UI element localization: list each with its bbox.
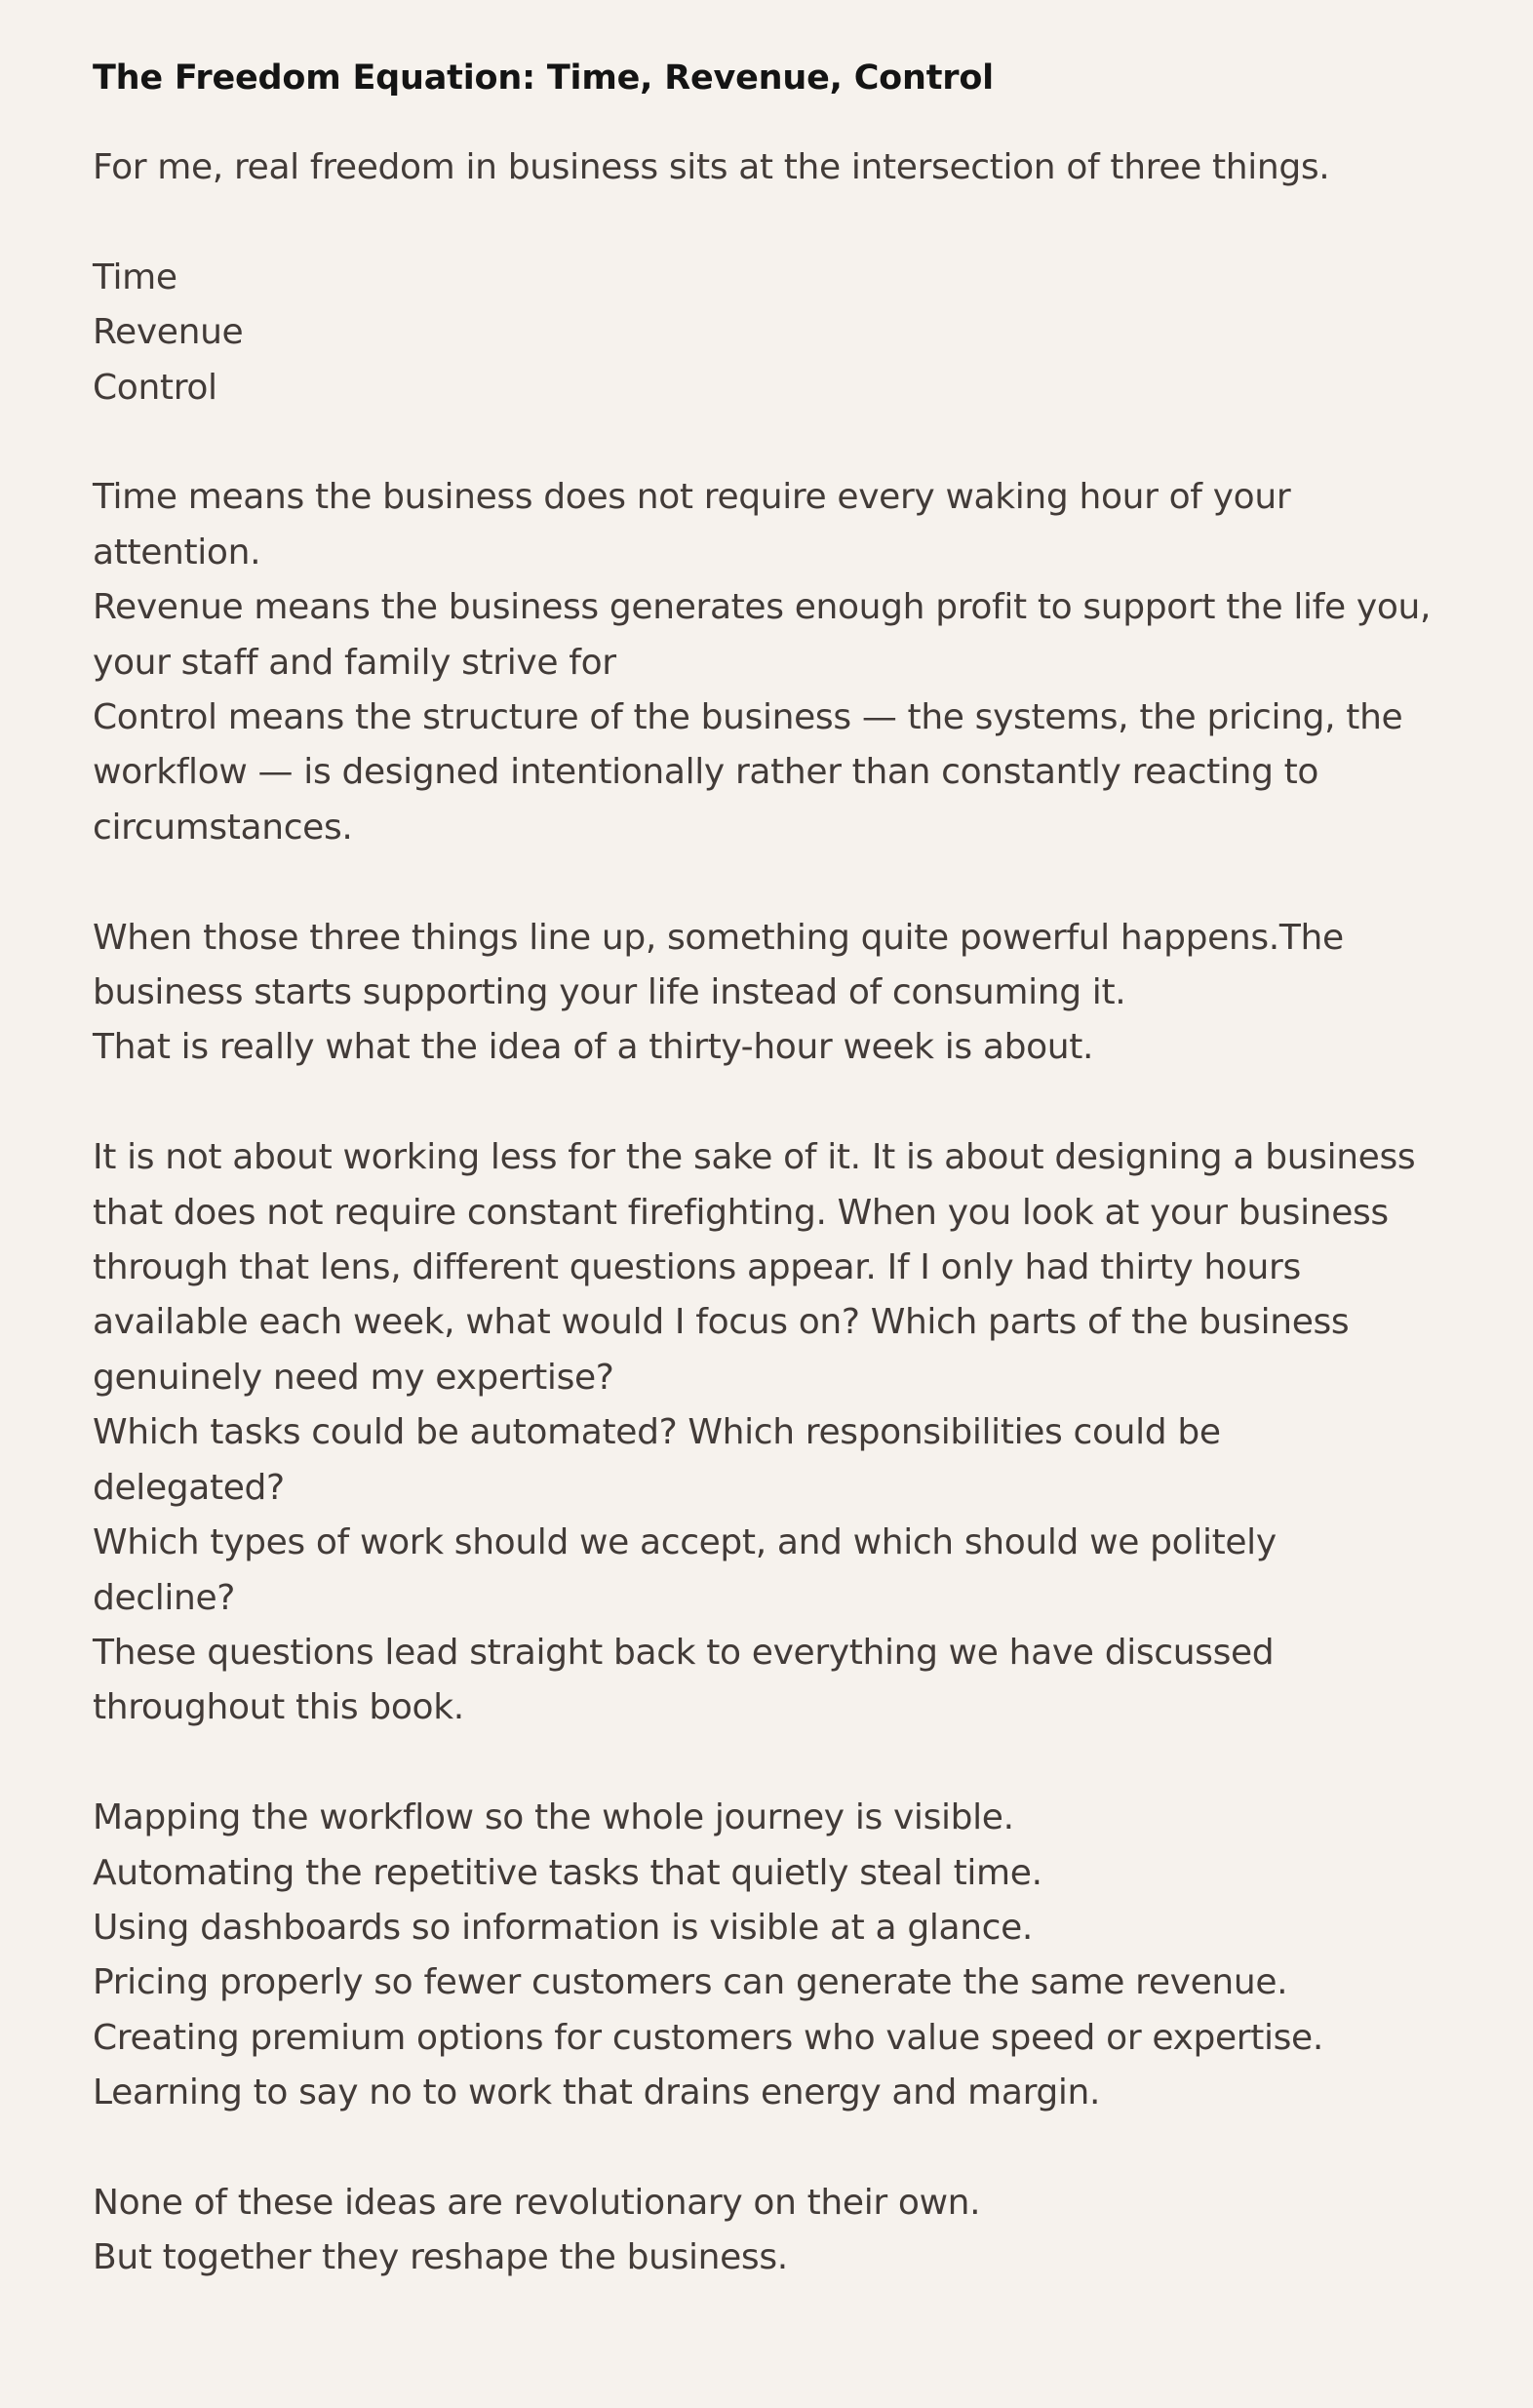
body-line: Pricing properly so fewer customers can generate the same revenue. [93,1962,1288,2003]
body-line: Learning to say no to work that drains energy and margin. [93,2072,1101,2113]
body-line: available each week, what would I focus on? Which parts of the business [93,1302,1350,1343]
body-line: decline? [93,1577,236,1618]
body-line: attention. [93,532,261,572]
body-line: None of these ideas are revolutionary on their own. [93,2182,981,2223]
body-line: delegated? [93,1467,285,1508]
paragraph-spacer [93,195,1458,250]
body-line: When those three things line up, something quite powerful happens.The [93,917,1344,958]
paragraph-spacer [93,2121,1458,2176]
document-body [93,140,1458,2286]
body-line: that does not require constant firefighting. When you look at your business [93,1192,1389,1233]
body-line: business starts supporting your life instead of consuming it. [93,972,1126,1013]
body-line: Time means the business does not require every waking hour of your [93,477,1291,518]
body-line: For me, real freedom in business sits at the intersection of three things. [93,147,1330,187]
body-line: workflow — is designed intentionally rather than constantly reacting to [93,752,1319,793]
body-line: Control means the structure of the business — the systems, the pricing, the [93,697,1403,738]
body-line: That is really what the idea of a thirty-hour week is about. [93,1027,1094,1068]
body-line: genuinely need my expertise? [93,1357,614,1398]
definitions-paragraph [93,470,1458,855]
body-line: Which types of work should we accept, and which should we politely [93,1522,1277,1563]
body-line: Creating premium options for customers who value speed or expertise. [93,2017,1323,2058]
body-line: Automating the repetitive tasks that quietly steal time. [93,1852,1042,1893]
paragraph-spacer [93,1076,1458,1130]
body-line: through that lens, different questions appear. If I only had thirty hours [93,1247,1301,1288]
closing-paragraph [93,2176,1458,2286]
actions-paragraph [93,1791,1458,2120]
page-title: The Freedom Equation: Time, Revenue, Control [93,59,994,98]
questions-paragraph [93,1130,1458,1735]
pillars-list [93,251,1458,415]
body-line: It is not about working less for the sake of it. It is about designing a business [93,1137,1416,1178]
intro-paragraph [93,140,1458,195]
body-line: your staff and family strive for [93,642,616,683]
document-page [93,51,1458,2286]
body-line: throughout this book. [93,1687,464,1728]
paragraph-spacer [93,855,1458,910]
body-line: Using dashboards so information is visible at a glance. [93,1907,1034,1948]
paragraph-spacer [93,1736,1458,1791]
body-line: Which tasks could be automated? Which responsibilities could be [93,1412,1221,1453]
body-line: circumstances. [93,807,353,848]
paragraph-spacer [93,415,1458,470]
body-line: Revenue means the business generates enough profit to support the life you, [93,587,1432,628]
pillar-time: Time [93,257,177,297]
pillar-control: Control [93,367,217,408]
body-line: Mapping the workflow so the whole journey is visible. [93,1797,1014,1838]
pillar-revenue: Revenue [93,312,244,353]
body-line: But together they reshape the business. [93,2237,788,2278]
body-line: These questions lead straight back to everything we have discussed [93,1632,1275,1673]
alignment-paragraph [93,911,1458,1076]
